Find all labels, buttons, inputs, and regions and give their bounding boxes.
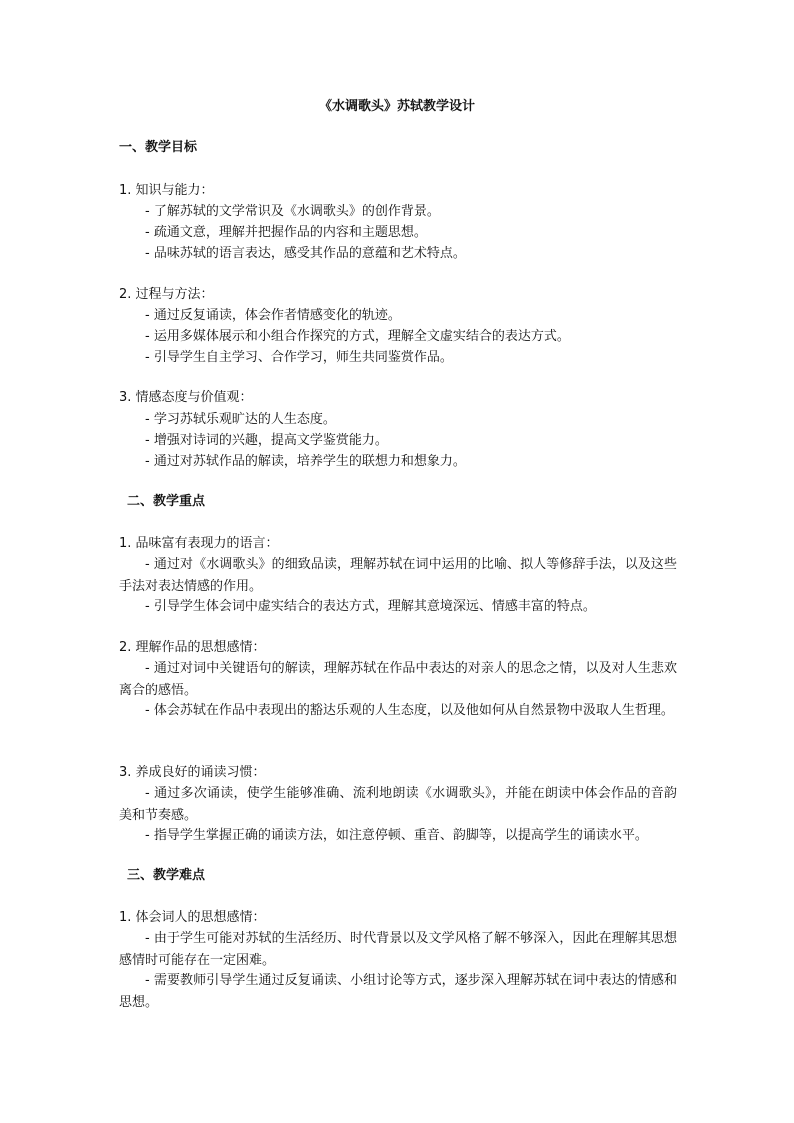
list-item: - 通过对苏轼作品的解读，培养学生的联想力和想象力。 [145, 454, 466, 469]
list-item: - 引导学生自主学习、合作学习，师生共同鉴赏作品。 [145, 350, 453, 365]
list-item: - 由于学生可能对苏轼的生活经历、时代背景以及文学风格了解不够深入，因此在理解其思想感情时可能存在一定困难。 [119, 931, 677, 968]
document-title: 《水调歌头》苏轼教学设计 [318, 99, 475, 114]
list-item: - 体会苏轼在作品中表现出的豁达乐观的人生态度，以及他如何从自然景物中汲取人生哲理。 [145, 703, 674, 718]
list-item: - 增强对诗词的兴趣，提高文学鉴赏能力。 [145, 433, 388, 448]
section-heading-key-points: 二、教学重点 [127, 494, 206, 509]
list-item: - 通过多次诵读，使学生能够准确、流利地朗读《水调歌头》，并能在朗读中体会作品的音韵美和节奏感。 [119, 786, 677, 823]
group-label: 2. 理解作品的思想感情： [119, 640, 266, 655]
list-item: - 引导学生体会词中虚实结合的表达方式，理解其意境深远、情感丰富的特点。 [145, 599, 596, 614]
list-item: - 通过对《水调歌头》的细致品读，理解苏轼在词中运用的比喻、拟人等修辞手法，以及这些手法对表达情感的作用。 [119, 557, 677, 594]
group-label: 3. 情感态度与价值观： [119, 390, 253, 405]
list-item: - 学习苏轼乐观旷达的人生态度。 [145, 412, 336, 427]
group-label: 2. 过程与方法： [119, 287, 214, 302]
list-item: - 通过反复诵读，体会作者情感变化的轨迹。 [145, 308, 401, 323]
list-item: - 需要教师引导学生通过反复诵读、小组讨论等方式，逐步深入理解苏轼在词中表达的情感和思想。 [119, 973, 677, 1010]
section-heading-difficulties: 三、教学难点 [127, 868, 206, 883]
list-item: - 品味苏轼的语言表达，感受其作品的意蕴和艺术特点。 [145, 246, 466, 261]
list-item: - 通过对词中关键语句的解读，理解苏轼在作品中表达的对亲人的思念之情，以及对人生悲欢离合的感悟。 [119, 661, 677, 698]
group-label: 3. 养成良好的诵读习惯： [119, 765, 266, 780]
list-item: - 疏通文意，理解并把握作品的内容和主题思想。 [145, 225, 427, 240]
group-label: 1. 体会词人的思想感情： [119, 910, 266, 925]
list-item: - 运用多媒体展示和小组合作探究的方式，理解全文虚实结合的表达方式。 [145, 329, 570, 344]
group-label: 1. 知识与能力： [119, 183, 214, 198]
section-heading-objectives: 一、教学目标 [119, 140, 198, 155]
list-item: - 了解苏轼的文学常识及《水调歌头》的创作背景。 [145, 204, 440, 219]
list-item: - 指导学生掌握正确的诵读方法，如注意停顿、重音、韵脚等，以提高学生的诵读水平。 [145, 828, 648, 843]
group-label: 1. 品味富有表现力的语言： [119, 536, 279, 551]
